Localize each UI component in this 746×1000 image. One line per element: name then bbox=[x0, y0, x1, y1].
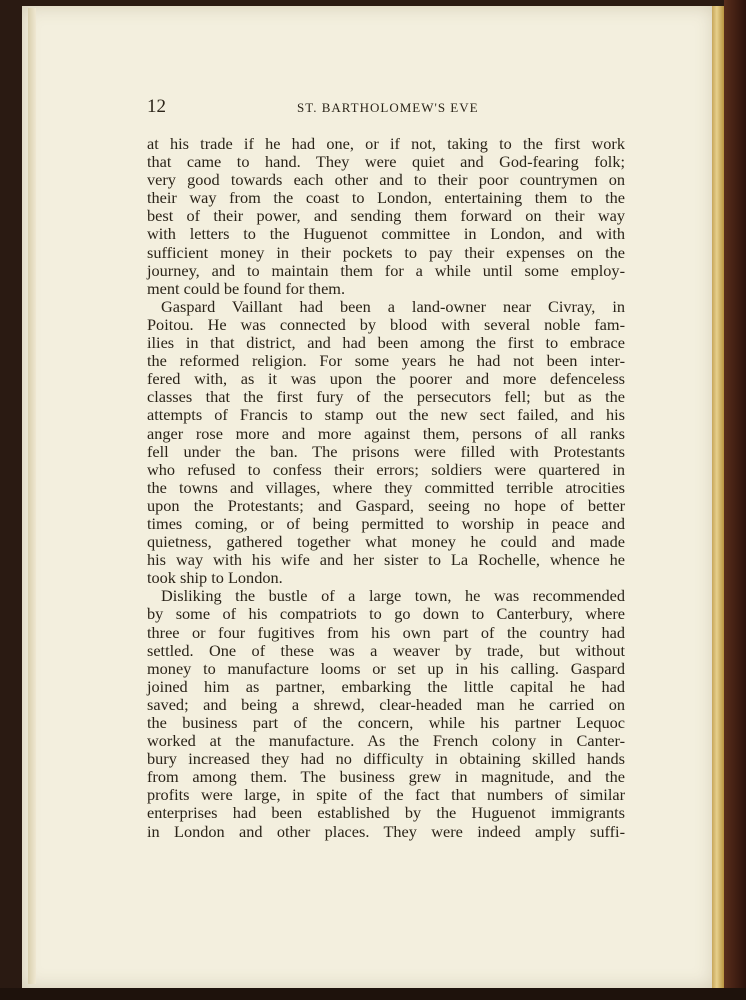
text-line: ment could be found for them. bbox=[147, 278, 346, 298]
page-gutter-shadow bbox=[28, 8, 36, 984]
text-line: at his trade if he had one, or if not, taking to the first work bbox=[147, 134, 625, 153]
text-line: the business part of the concern, while his partner Lequoc bbox=[147, 713, 625, 732]
text-line: saved; and being a shrewd, clear-headed man he carried on bbox=[147, 694, 625, 714]
text-line: ilies in that district, and had been among the first to embrace bbox=[147, 333, 625, 353]
text-line: times coming, or of being permitted to worship in peace and bbox=[147, 513, 625, 533]
text-line: his way with his wife and her sister to La Rochelle, whence he bbox=[147, 550, 625, 570]
book-cover-edge bbox=[724, 0, 746, 1000]
text-line: journey, and to maintain them for a while until some employ- bbox=[147, 260, 625, 280]
text-line: upon the Protestants; and Gaspard, seeing no hope of better bbox=[147, 495, 625, 515]
text-line: Poitou. He was connected by blood with several noble fam- bbox=[147, 314, 625, 334]
text-line: worked at the manufacture. As the French colony in Canter- bbox=[147, 731, 625, 751]
book-cover-bottom bbox=[0, 988, 746, 1000]
text-line: fered with, as it was upon the poorer and more defenceless bbox=[147, 369, 625, 389]
text-line: anger rose more and more against them, persons of all ranks bbox=[147, 423, 625, 443]
text-line: the reformed religion. For some years he had not been inter- bbox=[147, 351, 625, 371]
running-head: ST. BARTHOLOMEW'S EVE bbox=[297, 100, 479, 115]
text-line: classes that the first fury of the persecutors fell; but as the bbox=[147, 387, 625, 407]
page-header bbox=[147, 96, 627, 120]
text-line: three or four fugitives from his own part of the country had bbox=[147, 622, 625, 642]
text-line: the towns and villages, where they committed terrible atrocities bbox=[147, 477, 625, 497]
page-gilt-edge bbox=[712, 6, 724, 992]
text-line: sufficient money in their pockets to pay their expenses on the bbox=[147, 242, 625, 262]
text-line: bury increased they had no difficulty in obtaining skilled hands bbox=[147, 749, 625, 769]
text-line: that came to hand. They were quiet and God-fearing folk; bbox=[147, 152, 625, 172]
text-line: joined him as partner, embarking the little capital he had bbox=[147, 676, 625, 696]
text-line: profits were large, in spite of the fact that numbers of similar bbox=[147, 785, 625, 805]
text-line: from among them. The business grew in magnitude, and the bbox=[147, 767, 625, 787]
text-line: Disliking the bustle of a large town, he was recommended bbox=[161, 586, 625, 606]
text-line: by some of his compatriots to go down to Canterbury, where bbox=[147, 604, 625, 624]
text-line: their way from the coast to London, entertaining them to the bbox=[147, 188, 625, 208]
body-text bbox=[147, 135, 625, 841]
page-number: 12 bbox=[147, 96, 166, 117]
text-line: took ship to London. bbox=[147, 568, 283, 588]
text-line: with letters to the Huguenot committee in London, and with bbox=[147, 224, 625, 244]
text-line: Gaspard Vaillant had been a land-owner near Civray, in bbox=[161, 296, 625, 316]
text-line: very good towards each other and to their poor countrymen on bbox=[147, 170, 625, 190]
text-line: settled. One of these was a weaver by trade, but without bbox=[147, 640, 625, 660]
text-line: enterprises had been established by the Huguenot immigrants bbox=[147, 803, 625, 823]
text-line: attempts of Francis to stamp out the new sect failed, and his bbox=[147, 405, 625, 425]
text-line: best of their power, and sending them forward on their way bbox=[147, 206, 625, 226]
text-line: in London and other places. They were indeed amply suffi- bbox=[147, 821, 625, 841]
text-line: money to manufacture looms or set up in his calling. Gaspard bbox=[147, 658, 625, 678]
text-line: quietness, gathered together what money he could and made bbox=[147, 532, 625, 552]
text-line: who refused to confess their errors; soldiers were quartered in bbox=[147, 459, 625, 479]
text-line: fell under the ban. The prisons were filled with Protestants bbox=[147, 441, 625, 461]
